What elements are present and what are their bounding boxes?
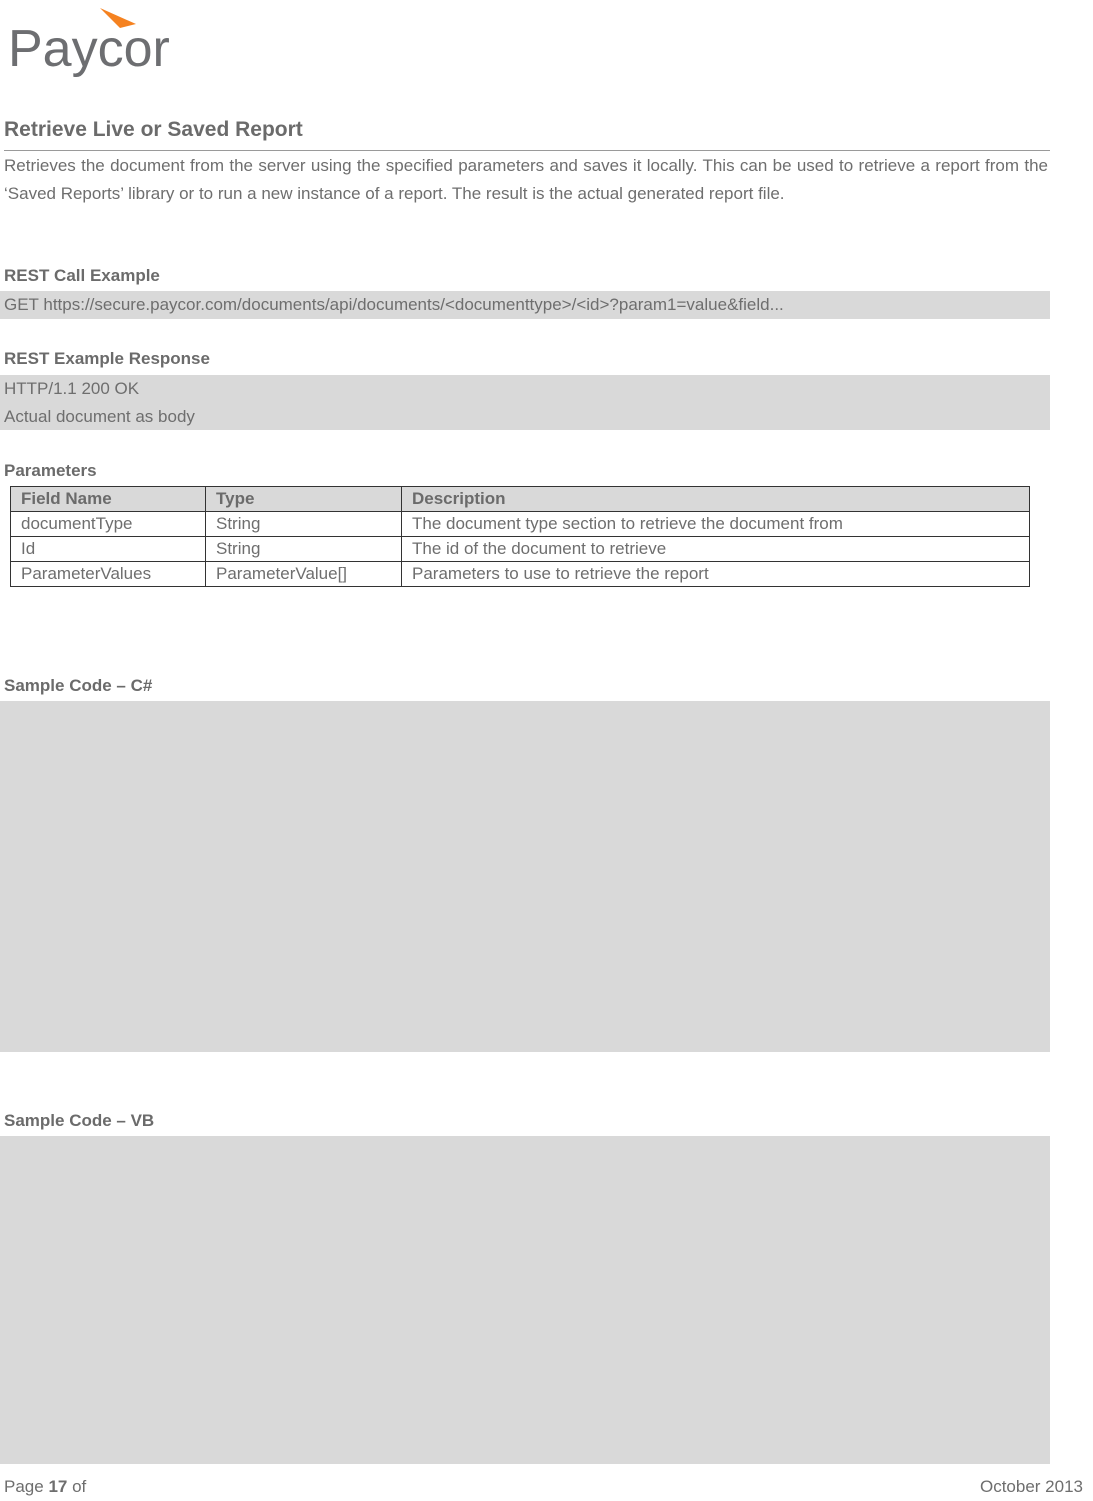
- table-cell: documentType: [11, 512, 206, 537]
- rest-response-line: Actual document as body: [4, 407, 195, 426]
- column-header: Description: [402, 487, 1030, 512]
- rest-call-box: [0, 291, 1050, 319]
- page-number: [4, 1477, 86, 1497]
- table-header-row: [11, 487, 1030, 512]
- rest-response-line: HTTP/1.1 200 OK: [4, 379, 140, 398]
- sample-vb-heading: Sample Code – VB: [4, 1111, 155, 1130]
- table-cell: String: [206, 537, 402, 562]
- table-cell: ParameterValue[]: [206, 562, 402, 587]
- rest-call-line: GET https://secure.paycor.com/documents/api/documents/<documenttype>/<id>?param1=value&field...: [4, 295, 784, 314]
- table-cell: Parameters to use to retrieve the report: [402, 562, 1030, 587]
- table-row: [11, 537, 1030, 562]
- table-row: [11, 512, 1030, 537]
- column-header: Type: [206, 487, 402, 512]
- paycor-logo: [8, 6, 223, 84]
- rest-response-heading: REST Example Response: [4, 349, 210, 368]
- sample-vb-code-box: [0, 1136, 1050, 1464]
- parameters-heading: Parameters: [4, 461, 97, 480]
- parameters-table: [10, 486, 1030, 587]
- table-cell: The document type section to retrieve the document from: [402, 512, 1030, 537]
- logo-wordmark: Paycor: [8, 20, 170, 78]
- sample-csharp-code-box: [0, 701, 1050, 1052]
- page-number-value: 17: [48, 1477, 68, 1496]
- section-title: Retrieve Live or Saved Report: [4, 116, 1050, 151]
- rest-response-box: [0, 375, 1050, 430]
- table-cell: The id of the document to retrieve: [402, 537, 1030, 562]
- table-row: [11, 562, 1030, 587]
- column-header: Field Name: [11, 487, 206, 512]
- rest-call-heading: REST Call Example: [4, 266, 160, 285]
- page-suffix: of: [72, 1477, 87, 1496]
- table-cell: Id: [11, 537, 206, 562]
- page-prefix: Page: [4, 1477, 44, 1496]
- table-cell: String: [206, 512, 402, 537]
- footer-date: October 2013: [979, 1477, 1083, 1496]
- sample-csharp-heading: Sample Code – C#: [4, 676, 153, 695]
- table-cell: ParameterValues: [11, 562, 206, 587]
- section-description: Retrieves the document from the server using the specified parameters and saves it locally. This can be used to retrieve a report from the ‘Saved Reports’ library or to run a new instance of a report. The result is the actual generated report file.: [4, 156, 1048, 203]
